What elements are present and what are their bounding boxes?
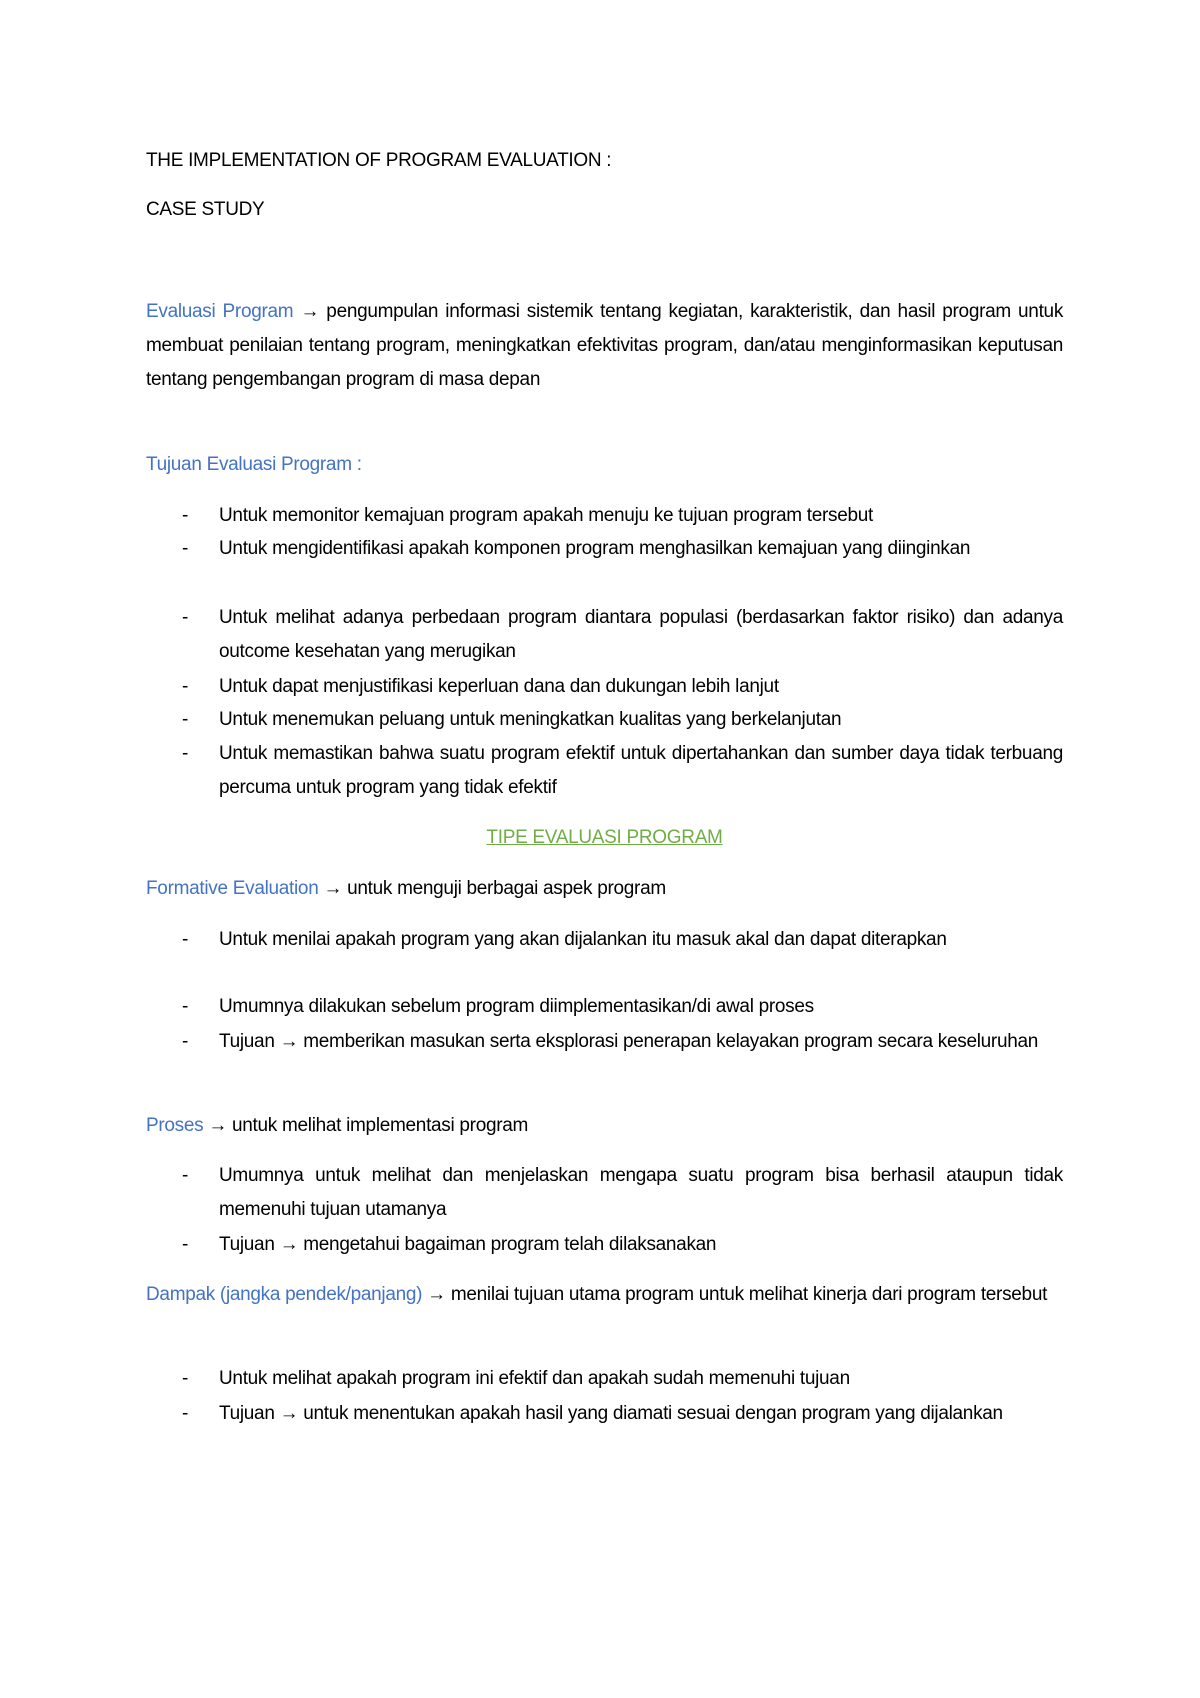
list-item: - Untuk menilai apakah program yang akan dijalankan itu masuk akal dan dapat diterapkan: [146, 923, 1063, 957]
list-item: - Untuk mengidentifikasi apakah komponen program menghasilkan kemajuan yang diinginkan: [146, 532, 1063, 566]
bullet-dash: -: [182, 929, 189, 950]
formative-term: Formative Evaluation: [146, 878, 319, 899]
goals-heading: Tujuan Evaluasi Program :: [146, 454, 362, 475]
list-item: - Tujuan → memberikan masukan serta eksplorasi penerapan kelayakan program secara keseluruhan: [146, 1025, 1063, 1059]
bullet-dash: -: [182, 538, 189, 559]
definition-term: Evaluasi Program: [146, 301, 294, 322]
list-item: - Untuk melihat adanya perbedaan program diantara populasi (berdasarkan faktor risiko) dan adanya outcome kesehatan yang merugikan: [146, 601, 1063, 669]
arrow-icon: →: [279, 1403, 299, 1424]
bullet-dash: -: [182, 607, 189, 628]
bullet-dash: -: [182, 505, 189, 526]
process-term: Proses: [146, 1115, 204, 1136]
document-subtitle: CASE STUDY: [146, 199, 265, 220]
arrow-icon: →: [300, 301, 320, 322]
list-item: - Umumnya untuk melihat dan menjelaskan mengapa suatu program bisa berhasil ataupun tidak memenuhi tujuan utamanya: [146, 1159, 1063, 1227]
bullet-dash: -: [182, 1368, 189, 1389]
process-paragraph: Proses → untuk melihat implementasi program: [146, 1115, 529, 1136]
bullet-dash: -: [182, 709, 189, 730]
arrow-icon: →: [427, 1284, 446, 1305]
arrow-icon: →: [279, 1031, 299, 1052]
bullet-dash: -: [182, 676, 189, 697]
bullet-dash: -: [182, 1234, 189, 1255]
list-item: - Untuk memastikan bahwa suatu program efektif untuk dipertahankan dan sumber daya tidak terbuang percuma untuk program yang tidak efektif: [146, 737, 1063, 805]
document-title: THE IMPLEMENTATION OF PROGRAM EVALUATION :: [146, 150, 612, 171]
impact-term: Dampak (jangka pendek/panjang): [146, 1284, 423, 1305]
list-item: - Untuk dapat menjustifikasi keperluan dana dan dukungan lebih lanjut: [146, 670, 1063, 704]
list-item: - Umumnya dilakukan sebelum program diimplementasikan/di awal proses: [146, 990, 1063, 1024]
list-item: - Untuk menemukan peluang untuk meningkatkan kualitas yang berkelanjutan: [146, 703, 1063, 737]
bullet-dash: -: [182, 1165, 189, 1186]
list-item: - Tujuan → mengetahui bagaiman program telah dilaksanakan: [146, 1228, 1063, 1262]
list-item: - Tujuan → untuk menentukan apakah hasil yang diamati sesuai dengan program yang dijalankan: [146, 1397, 1063, 1431]
bullet-dash: -: [182, 996, 189, 1017]
impact-paragraph: Dampak (jangka pendek/panjang) → menilai tujuan utama program untuk melihat kinerja dari program tersebut: [146, 1284, 1048, 1305]
list-item: - Untuk memonitor kemajuan program apakah menuju ke tujuan program tersebut: [146, 499, 1063, 533]
arrow-icon: →: [208, 1115, 228, 1136]
arrow-icon: →: [323, 878, 343, 899]
bullet-dash: -: [182, 1031, 189, 1052]
types-heading: TIPE EVALUASI PROGRAM: [486, 827, 723, 848]
definition-text: pengumpulan informasi sistemik tentang kegiatan, karakteristik, dan hasil program untuk membuat penilaian tentang program, meningkatkan efektivitas program, dan/atau menginformasikan keputusan tentang pengembangan program di masa depan: [146, 301, 1064, 390]
bullet-dash: -: [182, 1403, 189, 1424]
bullet-dash: -: [182, 743, 189, 764]
formative-paragraph: Formative Evaluation → untuk menguji berbagai aspek program: [146, 878, 666, 899]
arrow-icon: →: [279, 1234, 299, 1255]
list-item: - Untuk melihat apakah program ini efektif dan apakah sudah memenuhi tujuan: [146, 1362, 1063, 1396]
definition-paragraph: [146, 295, 1063, 397]
